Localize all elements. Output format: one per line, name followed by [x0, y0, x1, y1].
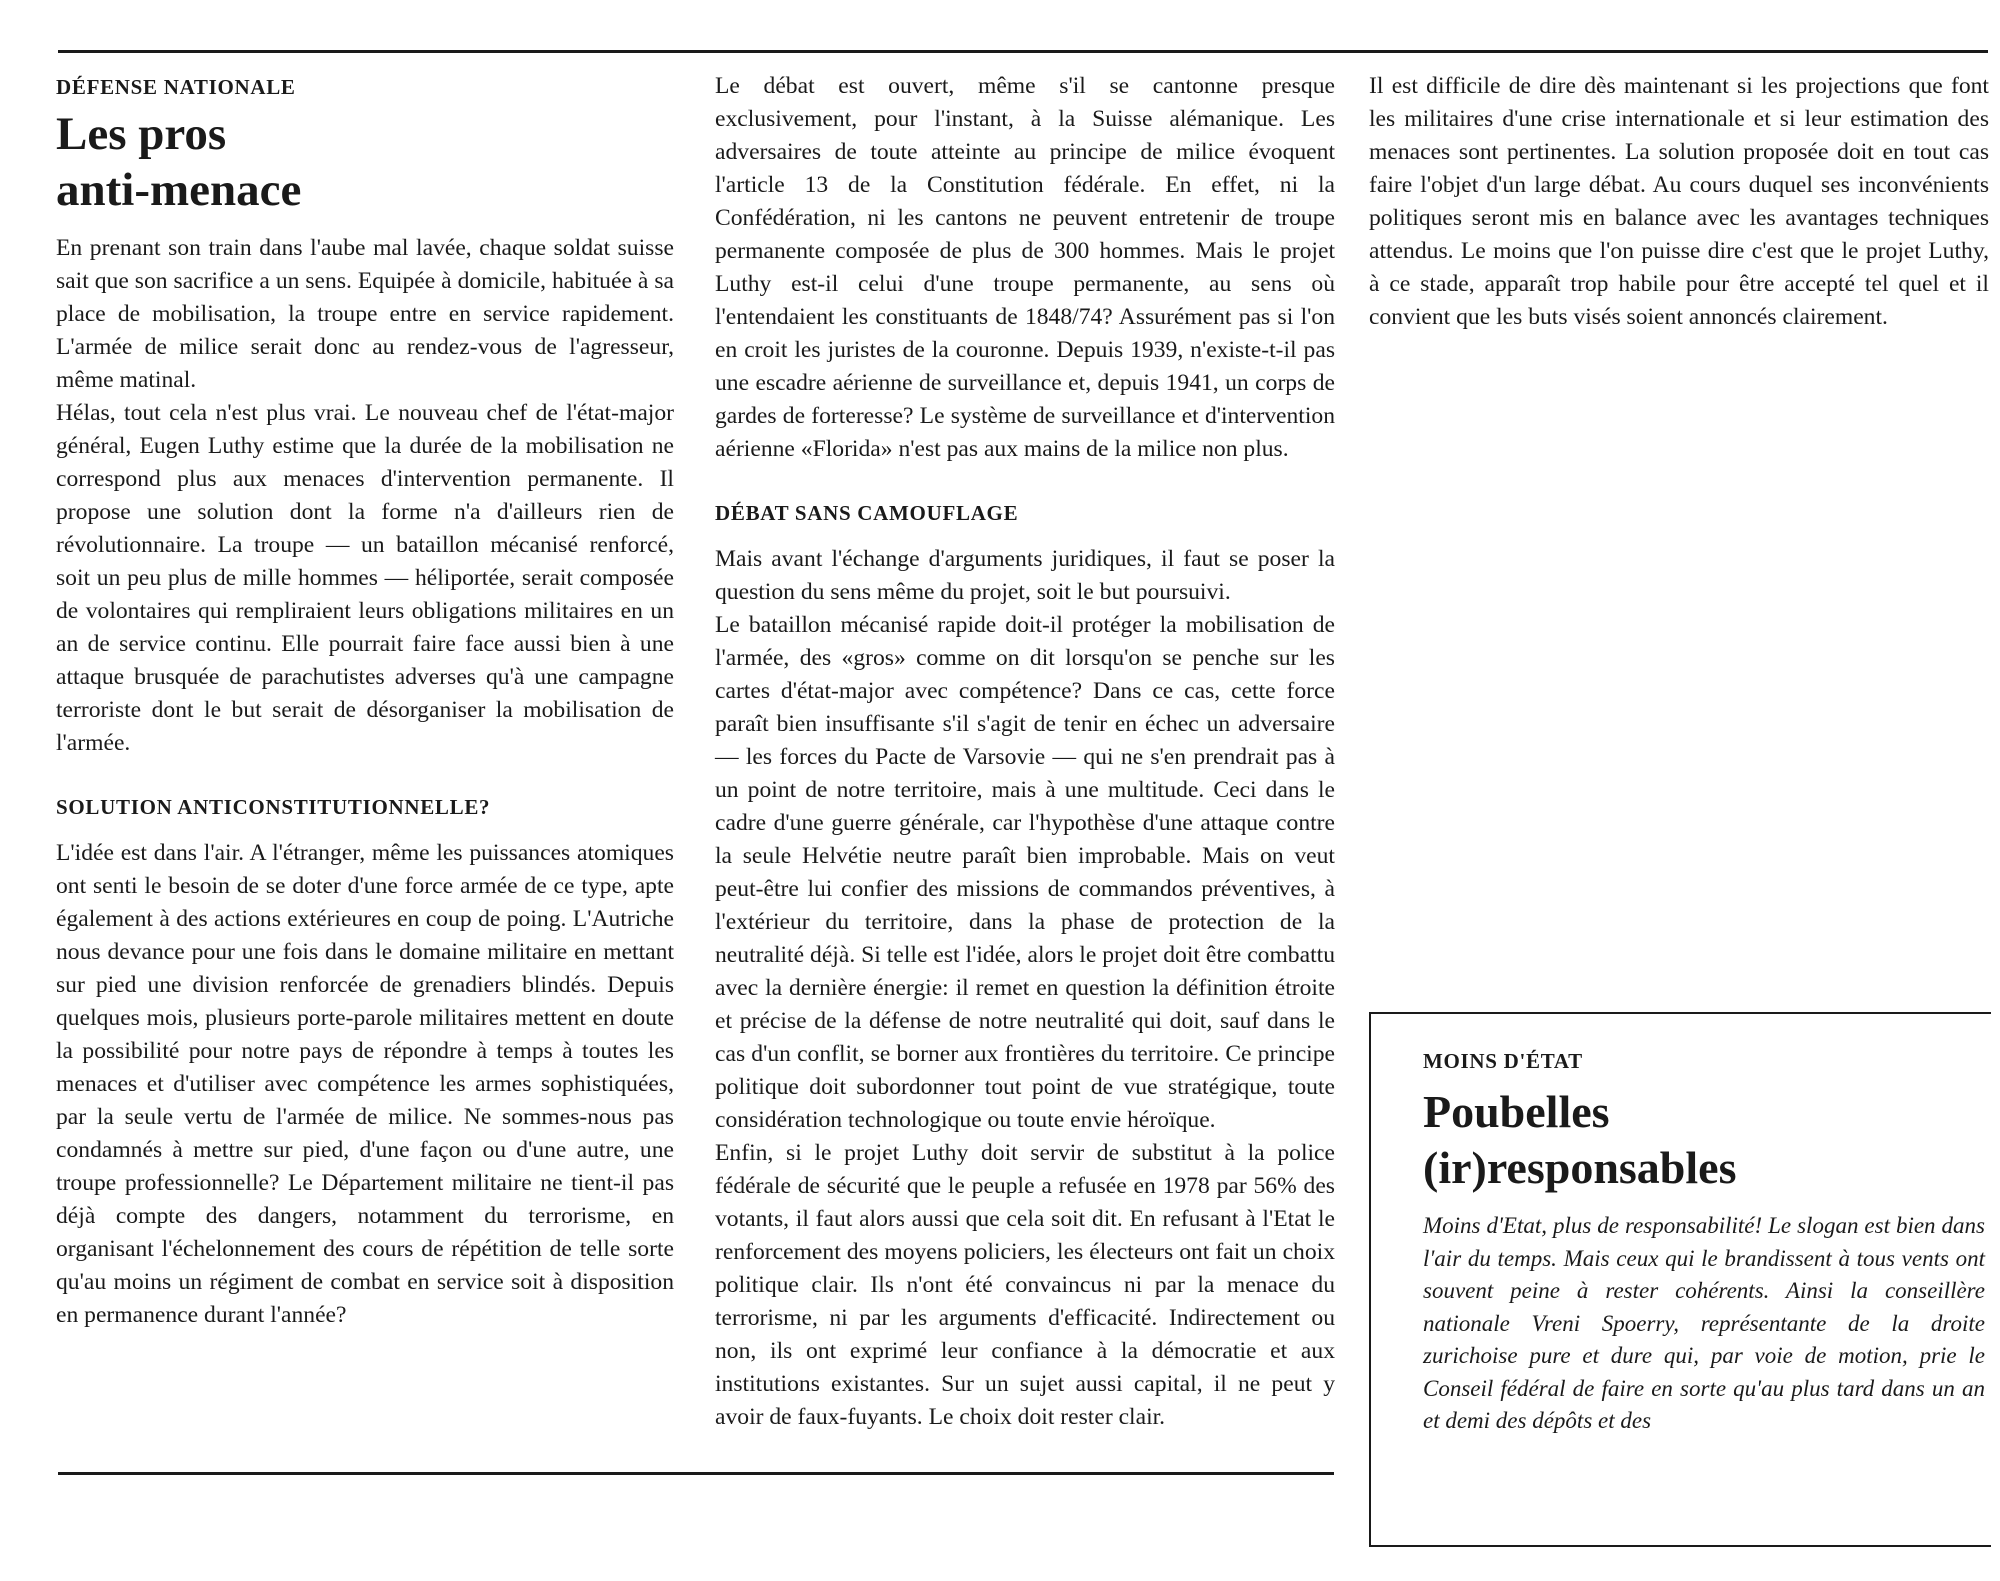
article1-title [56, 106, 674, 218]
article1-paragraph [56, 837, 674, 1332]
article1-title-line2: anti-menace [56, 164, 302, 216]
article2-title [1423, 1084, 1985, 1196]
article2-kicker: MOINS D'ÉTAT [1423, 1049, 1583, 1073]
article1-paragraph: En prenant son train dans l'aube mal lavée, chaque soldat suisse sait que son sacrifice a un sens. Equipée à domicile, habituée à sa place de mobilisation, la troupe entre en service rapidement. L'armée de milice serait donc au rendez-vous de l'agresseur, même matinal. [56, 235, 674, 393]
article2-title-line1: Poubelles [1423, 1086, 1610, 1137]
article1-paragraph: Hélas, tout cela n'est plus vrai. Le nouveau chef de l'état-major général, Eugen Luthy estime que la durée de la mobilisation ne correspond plus aux menaces d'intervention permanente. Il propose une solution dont la forme n'a d'ailleurs rien de révolutionnaire. La troupe — un bataillon mécanisé renforcé, soit un peu plus de mille hommes — héliportée, serait composée de volontaires qui rempliraient leurs obligations militaires en un an de service continu. Elle pourrait faire face aussi bien à une attaque brusquée de parachutistes adverses qu'à une campagne terroriste dont le but serait de désorganiser la mobilisation de l'armée. [56, 400, 674, 756]
top-rule [58, 50, 1988, 53]
paragraph-text: L'idée est dans l'air. A l'étranger, même les puissances atomiques ont senti le besoin de se doter d'une force armée de ce type, apte également à des actions extérieures en coup de poing. L'Autriche nous devance pour une fois dans le domaine militaire en mettant sur pied une division renforcée de grenadiers blindés. Depuis quelques mois, plusieurs porte-parole militaires mettent en doute la possibilité pour notre pays de répondre à temps à toutes les menaces et d'utiliser avec compétence les armes sophistiquées, par la seule vertu de l'armée de milice. Ne sommes-nous pas condamnés à mettre sur pied, d'une façon ou d'une autre, une troupe professionnelle? Le Département militaire ne tient-il pas déjà compte des dangers, notamment du terrorisme, en organisant l'échelonnement des cours de répétition de telle sorte qu'au moins un régiment de combat en service soit à disposition en permanence durant l'année? [56, 840, 674, 1328]
paragraph-text: Enfin, si le projet Luthy doit servir de substitut à la police fédérale de sécurité que le peuple a refusée en 1978 par 56% des votants, il faut alors aussi que cela soit dit. En refusant à l'Etat le renforcement des moyens policiers, les électeurs ont fait un choix politique clair. Ils n'ont été convaincus ni par la menace du terrorisme, ni par les arguments d'efficacité. Indirectement ou non, ils ont exprimé leur confiance à la démocratie et aux institutions existantes. Sur un sujet aussi capital, il ne peut y avoir de faux-fuyants. Le choix doit rester clair. [715, 1140, 1335, 1430]
article1-kicker: DÉFENSE NATIONALE [56, 75, 296, 99]
article1-paragraph [715, 1434, 1335, 1467]
column-2 [715, 70, 1335, 1467]
column-1 [56, 70, 674, 1332]
column-3 [1369, 70, 1989, 334]
article1-paragraph [715, 70, 1335, 466]
article1-paragraph [715, 609, 1335, 1137]
article1-paragraph [1369, 70, 1989, 334]
article1-subheading: DÉBAT SANS CAMOUFLAGE [715, 501, 1019, 525]
article1-paragraph [715, 543, 1335, 609]
paragraph-text: Mais avant l'échange d'arguments juridiques, il faut se poser la question du sens même du projet, soit le but poursuivi. [715, 546, 1335, 605]
article1-paragraph [715, 1137, 1335, 1434]
article1-title-line1: Les pros [56, 108, 227, 160]
paragraph-text: Le bataillon mécanisé rapide doit-il protéger la mobilisation de l'armée, des «gros» comme on dit lorsqu'on se penche sur les cartes d'état-major avec compétence? Dans ce cas, cette force paraît bien insuffisante s'il s'agit de tenir en échec un adversaire — les forces du Pacte de Varsovie — qui ne s'en prendrait pas à un point de notre territoire, mais à une multitude. Ceci dans le cadre d'une guerre générale, car l'hypothèse d'une attaque contre la seule Helvétie neutre paraît bien improbable. Mais on veut peut-être lui confier des missions de commandos préventives, à l'extérieur du territoire, dans la phase de protection de la neutralité déjà. Si telle est l'idée, alors le projet doit être combattu avec la dernière énergie: il remet en question la définition étroite et précise de la défense de notre neutralité qui doit, sauf dans le cas d'un conflit, se borner aux frontières du territoire. Ce principe politique doit subordonner tout point de vue stratégique, toute considération technologique ou toute envie héroïque. [715, 612, 1335, 1133]
sidebar-box [1369, 1012, 1991, 1547]
paragraph-text: Il est difficile de dire dès maintenant si les projections que font les militaires d'une crise internationale et si leur estimation des menaces sont pertinentes. La solution proposée doit en tout cas faire l'objet d'un large débat. Au cours duquel ses inconvénients politiques seront mis en balance avec les avantages techniques attendus. Le moins que l'on puisse dire c'est que le projet Luthy, à ce stade, apparaît trop habile pour être accepté tel quel et il convient que les buts visés soient annoncés clairement. [1369, 73, 1989, 330]
article2-body: Moins d'Etat, plus de responsabilité! Le slogan est bien dans l'air du temps. Mais ceux qui le brandissent à tous vents ont souvent peine à rester cohérents. Ainsi la conseillère nationale Vreni Spoerry, représentante de la droite zurichoise pure et dure qui, par voie de motion, prie le Conseil fédéral de faire en sorte qu'au plus tard dans un an et demi des dépôts et des [1423, 1213, 1985, 1433]
bottom-rule [58, 1472, 1334, 1475]
paragraph-text: Le débat est ouvert, même s'il se cantonne presque exclusivement, pour l'instant, à la Suisse alémanique. Les adversaires de toute atteinte au principe de milice évoquent l'article 13 de la Constitution fédérale. En effet, ni la Confédération, ni les cantons ne peuvent entretenir de troupe permanente composée de plus de 300 hommes. Mais le projet Luthy est-il celui d'une troupe permanente, au sens où l'entendaient les constituants de 1848/74? Assurément pas si l'on en croit les juristes de la couronne. Depuis 1939, n'existe-t-il pas une escadre aérienne de surveillance et, depuis 1941, un corps de gardes de forteresse? Le système de surveillance et d'intervention aérienne «Florida» n'est pas aux mains de la milice non plus. [715, 73, 1335, 462]
article1-subheading: SOLUTION ANTICONSTITUTIONNELLE? [56, 795, 491, 819]
article2-title-line2: (ir)responsables [1423, 1142, 1737, 1193]
